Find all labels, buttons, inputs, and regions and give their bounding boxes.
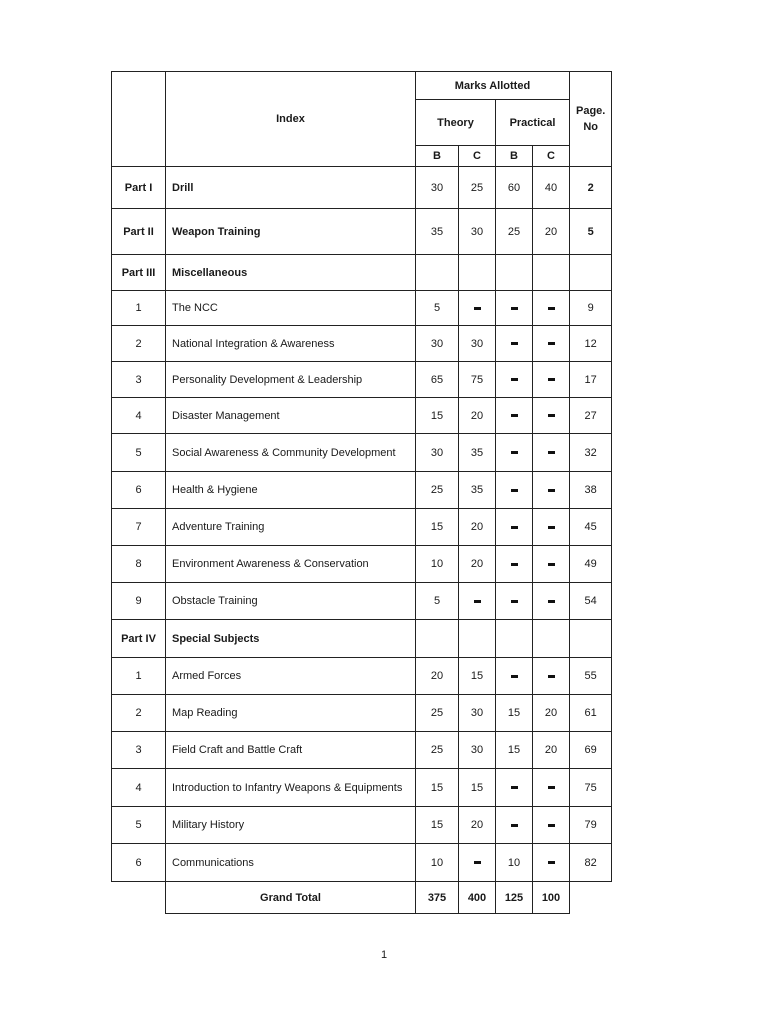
row-title-cell: Environment Awareness & Conservation <box>166 546 416 583</box>
grand-total-row <box>112 882 612 914</box>
row-title-cell: Special Subjects <box>166 620 416 658</box>
row-title-cell: Military History <box>166 807 416 844</box>
practical-c-cell <box>533 583 570 620</box>
practical-b-cell <box>496 472 533 509</box>
page-no-cell: 27 <box>570 398 612 434</box>
grand-total-theory-b: 375 <box>416 882 459 914</box>
practical-b-cell <box>496 255 533 291</box>
practical-c-cell: 40 <box>533 167 570 209</box>
page-no-cell: 55 <box>570 658 612 695</box>
dash-mark <box>511 600 518 603</box>
table-row <box>112 732 612 769</box>
practical-c-cell <box>533 398 570 434</box>
theory-b-cell: 10 <box>416 546 459 583</box>
theory-b-cell <box>416 620 459 658</box>
theory-b-cell: 20 <box>416 658 459 695</box>
practical-c-cell <box>533 291 570 326</box>
grand-total-theory-c: 400 <box>459 882 496 914</box>
header-page-no-line1: Page. <box>576 105 606 117</box>
table-row <box>112 362 612 398</box>
page-no-cell: 79 <box>570 807 612 844</box>
header-theory-b: B <box>416 146 459 167</box>
header-index: Index <box>166 72 416 167</box>
dash-mark <box>548 489 555 492</box>
table-row <box>112 583 612 620</box>
grand-total-blank-cell <box>112 882 166 914</box>
row-title-cell: Social Awareness & Community Development <box>166 434 416 472</box>
theory-c-cell <box>459 620 496 658</box>
dash-mark <box>511 378 518 381</box>
dash-mark <box>548 342 555 345</box>
theory-b-cell: 35 <box>416 209 459 255</box>
practical-c-cell <box>533 326 570 362</box>
header-theory: Theory <box>416 100 496 146</box>
practical-b-cell: 25 <box>496 209 533 255</box>
practical-c-cell <box>533 844 570 882</box>
table-row <box>112 695 612 732</box>
row-title-cell: Adventure Training <box>166 509 416 546</box>
row-title-cell: Miscellaneous <box>166 255 416 291</box>
table-row <box>112 509 612 546</box>
dash-mark <box>511 451 518 454</box>
page-no-cell: 32 <box>570 434 612 472</box>
row-title-cell: Health & Hygiene <box>166 472 416 509</box>
row-title-cell: The NCC <box>166 291 416 326</box>
page-no-cell <box>570 255 612 291</box>
row-title-cell: Obstacle Training <box>166 583 416 620</box>
dash-mark <box>548 824 555 827</box>
section-row <box>112 209 612 255</box>
row-number-cell: 7 <box>112 509 166 546</box>
practical-b-cell <box>496 807 533 844</box>
table-row <box>112 844 612 882</box>
theory-c-cell: 35 <box>459 434 496 472</box>
dash-mark <box>511 414 518 417</box>
grand-total-practical-b: 125 <box>496 882 533 914</box>
header-page-no-line2: No <box>583 121 599 133</box>
practical-c-cell <box>533 472 570 509</box>
theory-c-cell: 20 <box>459 398 496 434</box>
row-number-cell: 3 <box>112 732 166 769</box>
row-title-cell: Disaster Management <box>166 398 416 434</box>
theory-c-cell: 30 <box>459 732 496 769</box>
page-no-cell: 45 <box>570 509 612 546</box>
dash-mark <box>511 489 518 492</box>
dash-mark <box>511 786 518 789</box>
practical-b-cell <box>496 546 533 583</box>
dash-mark <box>474 861 481 864</box>
theory-c-cell: 25 <box>459 167 496 209</box>
dash-mark <box>548 786 555 789</box>
theory-b-cell: 25 <box>416 695 459 732</box>
section-row <box>112 620 612 658</box>
practical-b-cell: 15 <box>496 695 533 732</box>
theory-b-cell: 15 <box>416 398 459 434</box>
practical-b-cell <box>496 620 533 658</box>
row-title-cell: National Integration & Awareness <box>166 326 416 362</box>
dash-mark <box>474 600 481 603</box>
page-no-cell: 61 <box>570 695 612 732</box>
index-table <box>111 71 612 914</box>
practical-b-cell <box>496 434 533 472</box>
row-number-cell: 2 <box>112 326 166 362</box>
row-number-cell: Part I <box>112 167 166 209</box>
page-no-cell: 2 <box>570 167 612 209</box>
page-no-cell: 69 <box>570 732 612 769</box>
dash-mark <box>511 824 518 827</box>
theory-c-cell: 30 <box>459 209 496 255</box>
dash-mark <box>548 675 555 678</box>
row-title-cell: Communications <box>166 844 416 882</box>
row-number-cell: 6 <box>112 472 166 509</box>
header-practical-b: B <box>496 146 533 167</box>
practical-b-cell <box>496 398 533 434</box>
page-no-cell: 9 <box>570 291 612 326</box>
grand-total-label: Grand Total <box>166 882 416 914</box>
header-row-1 <box>112 72 612 100</box>
section-row <box>112 167 612 209</box>
practical-c-cell <box>533 658 570 695</box>
row-number-cell: Part IV <box>112 620 166 658</box>
row-title-cell: Armed Forces <box>166 658 416 695</box>
practical-c-cell <box>533 769 570 807</box>
page-number: 1 <box>380 949 388 961</box>
row-title-cell: Weapon Training <box>166 209 416 255</box>
row-number-cell: 5 <box>112 434 166 472</box>
header-blank-cell <box>112 72 166 167</box>
grand-total-practical-c: 100 <box>533 882 570 914</box>
theory-c-cell: 20 <box>459 807 496 844</box>
theory-b-cell: 30 <box>416 167 459 209</box>
row-number-cell: Part II <box>112 209 166 255</box>
row-number-cell: Part III <box>112 255 166 291</box>
theory-c-cell: 75 <box>459 362 496 398</box>
row-number-cell: 5 <box>112 807 166 844</box>
theory-b-cell <box>416 255 459 291</box>
theory-b-cell: 10 <box>416 844 459 882</box>
page-no-cell: 82 <box>570 844 612 882</box>
table-row <box>112 434 612 472</box>
row-title-cell: Personality Development & Leadership <box>166 362 416 398</box>
header-page-no <box>570 72 612 167</box>
row-number-cell: 6 <box>112 844 166 882</box>
page-no-cell: 49 <box>570 546 612 583</box>
page-no-cell: 54 <box>570 583 612 620</box>
theory-b-cell: 25 <box>416 732 459 769</box>
table-row <box>112 769 612 807</box>
dash-mark <box>548 563 555 566</box>
theory-c-cell <box>459 255 496 291</box>
theory-c-cell: 15 <box>459 658 496 695</box>
practical-b-cell <box>496 658 533 695</box>
theory-c-cell: 35 <box>459 472 496 509</box>
practical-c-cell: 20 <box>533 732 570 769</box>
practical-b-cell <box>496 362 533 398</box>
row-number-cell: 2 <box>112 695 166 732</box>
dash-mark <box>548 526 555 529</box>
dash-mark <box>511 563 518 566</box>
theory-b-cell: 15 <box>416 807 459 844</box>
section-row <box>112 255 612 291</box>
theory-b-cell: 5 <box>416 291 459 326</box>
practical-c-cell <box>533 807 570 844</box>
header-theory-c: C <box>459 146 496 167</box>
practical-b-cell: 10 <box>496 844 533 882</box>
table-row <box>112 658 612 695</box>
theory-c-cell <box>459 291 496 326</box>
practical-c-cell: 20 <box>533 209 570 255</box>
row-number-cell: 9 <box>112 583 166 620</box>
practical-b-cell <box>496 583 533 620</box>
practical-b-cell <box>496 769 533 807</box>
row-number-cell: 1 <box>112 658 166 695</box>
dash-mark <box>548 600 555 603</box>
theory-b-cell: 25 <box>416 472 459 509</box>
theory-b-cell: 30 <box>416 434 459 472</box>
dash-mark <box>548 307 555 310</box>
theory-c-cell: 30 <box>459 326 496 362</box>
table-row <box>112 291 612 326</box>
dash-mark <box>511 342 518 345</box>
row-number-cell: 8 <box>112 546 166 583</box>
table-row <box>112 398 612 434</box>
theory-c-cell: 15 <box>459 769 496 807</box>
theory-b-cell: 15 <box>416 769 459 807</box>
page-no-cell: 38 <box>570 472 612 509</box>
theory-c-cell: 20 <box>459 546 496 583</box>
header-practical: Practical <box>496 100 570 146</box>
theory-b-cell: 15 <box>416 509 459 546</box>
page-no-cell: 17 <box>570 362 612 398</box>
table-row <box>112 546 612 583</box>
theory-c-cell <box>459 583 496 620</box>
theory-c-cell: 20 <box>459 509 496 546</box>
header-marks-allotted: Marks Allotted <box>416 72 570 100</box>
dash-mark <box>548 378 555 381</box>
table-row <box>112 807 612 844</box>
practical-b-cell: 15 <box>496 732 533 769</box>
row-number-cell: 3 <box>112 362 166 398</box>
page-no-cell <box>570 620 612 658</box>
dash-mark <box>548 451 555 454</box>
practical-b-cell <box>496 291 533 326</box>
row-number-cell: 4 <box>112 769 166 807</box>
row-title-cell: Map Reading <box>166 695 416 732</box>
dash-mark <box>474 307 481 310</box>
practical-c-cell: 20 <box>533 695 570 732</box>
page-no-cell: 12 <box>570 326 612 362</box>
practical-c-cell <box>533 620 570 658</box>
grand-total-blank-page-cell <box>570 882 612 914</box>
practical-c-cell <box>533 509 570 546</box>
practical-b-cell <box>496 326 533 362</box>
row-title-cell: Field Craft and Battle Craft <box>166 732 416 769</box>
page-no-cell: 5 <box>570 209 612 255</box>
page-no-cell: 75 <box>570 769 612 807</box>
dash-mark <box>511 526 518 529</box>
dash-mark <box>511 307 518 310</box>
theory-c-cell: 30 <box>459 695 496 732</box>
row-number-cell: 1 <box>112 291 166 326</box>
dash-mark <box>548 861 555 864</box>
row-title-cell: Drill <box>166 167 416 209</box>
row-number-cell: 4 <box>112 398 166 434</box>
theory-c-cell <box>459 844 496 882</box>
practical-b-cell <box>496 509 533 546</box>
table-row <box>112 472 612 509</box>
practical-c-cell <box>533 362 570 398</box>
practical-b-cell: 60 <box>496 167 533 209</box>
theory-b-cell: 30 <box>416 326 459 362</box>
dash-mark <box>511 675 518 678</box>
practical-c-cell <box>533 255 570 291</box>
practical-c-cell <box>533 434 570 472</box>
table-row <box>112 326 612 362</box>
practical-c-cell <box>533 546 570 583</box>
dash-mark <box>548 414 555 417</box>
theory-b-cell: 5 <box>416 583 459 620</box>
row-title-cell: Introduction to Infantry Weapons & Equipments <box>166 769 416 807</box>
theory-b-cell: 65 <box>416 362 459 398</box>
header-practical-c: C <box>533 146 570 167</box>
